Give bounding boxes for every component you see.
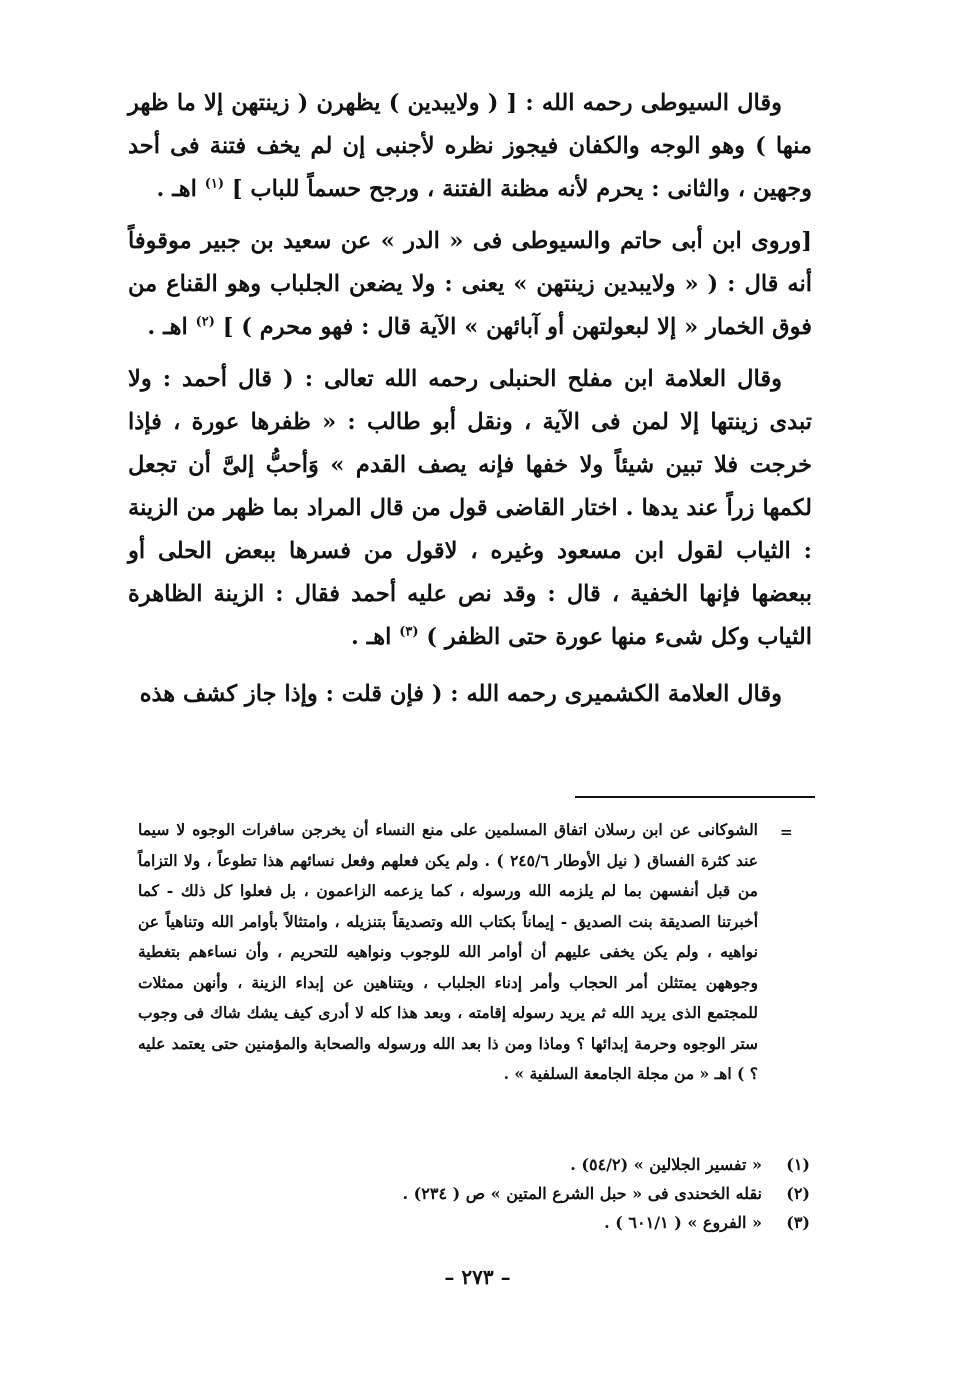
paragraph-kashmiri <box>128 673 812 716</box>
main-text <box>128 82 812 725</box>
footnote-continuation: الشوكانى عن ابن رسلان اتفاق المسلمين على منع النساء أن يخرجن سافرات الوجوه لا سيما عند كثرة الفساق ( نيل الأوطار ٢٤٥/٦ ) . ولم يكن فعلهم وفعل نسائهم هذا تطوعاً ، ولا التزاماً من قبل أنفسهن بما لم يلزمه الله ورسوله ، كما يزعمه الزاعمون ، بل فعلوا كل ذلك - كما أخبرتنا الصديقة بنت الصديق - إيماناً بكتاب الله وتصديقاً بتنزيله ، وامتثالاً بأوامر الله وتناهياً عن نواهيه ، ولم يكن يخفى عليهم أن أوامر الله للوجوب ونواهيه للتحريم ، وأن نساءهم بتغطية وجوههن يمتثلن أمر الحجاب وأمر إدناء الجلباب ، ويتناهين عن إبداء الزينة ، وأنهن ممثلات للمجتمع الذى يريد الله ثم يريد رسوله إقامته ، وبعد هذا كله لا أدرى كيف يشك شاك فى وجوب ستر الوجوه وحرمة إبدائها ؟ وماذا ومن ذا بعد الله ورسوله والصحابة والمؤمنين حتى يعتمد عليه ؟ ) اهـ « من مجلة الجامعة السلفية » . <box>138 820 758 1083</box>
footnote-number: (٣) <box>786 1213 810 1232</box>
paragraph-ibn-muflih <box>128 358 812 659</box>
paragraph-text: [وروى ابن أبى حاتم والسيوطى فى « الدر » عن سعيد بن جبير موقوفاً أنه قال : ( « ولايبدين زينتهن » يعنى : ولا يضعن الجلباب وهو القناع من فوق الخمار « إلا لبعولتهن أو آبائهن » الآية قال : فهو محرم ) ] <box>128 228 812 340</box>
paragraph-suyuti <box>128 82 812 211</box>
paragraph-text: وقال العلامة ابن مفلح الحنبلى رحمه الله تعالى : ( قال أحمد : ولا تبدى زينتها إلا لمن فى الآية ، ونقل أبو طالب : « ظفرها عورة ، فإذا خرجت فلا تبين شيئاً ولا خفها فإنه يصف القدم » وَأحبُّ إلىَّ أن تجعل لكمها زراً عند يدها . اختار القاضى قول من قال المراد بما ظهر من الزينة : الثياب لقول ابن مسعود وغيره ، لاقول من فسرها ببعض الحلى أو ببعضها فإنها الخفية ، قال : وقد نص عليه أحمد فقال : الزينة الظاهرة الثياب وكل شىء منها عورة حتى الظفر ) <box>128 366 812 650</box>
paragraph-tail: اهـ . <box>156 176 197 202</box>
footnote-2 <box>300 1179 810 1208</box>
footnotes-list <box>300 1150 810 1237</box>
page-number: – ٢٧٣ – <box>444 1265 511 1289</box>
footnote-text: « تفسير الجلالين » (٥٤/٢) . <box>570 1155 762 1174</box>
footnote-number: (١) <box>786 1155 810 1174</box>
footnote-ref: (١) <box>204 176 225 192</box>
paragraph-ibn-abi-hatim <box>128 220 812 349</box>
footnote-text: نقله الخحندى فى « حبل الشرع المتين » ص ( ٢٣٤) . <box>402 1184 762 1203</box>
footnote-3 <box>300 1208 810 1237</box>
footnote-ref: (٢) <box>195 314 215 330</box>
paragraph-text: وقال العلامة الكشميرى رحمه الله : ( فإن قلت : وإذا جاز كشف هذه <box>139 681 782 707</box>
footnote-ref: (٣) <box>399 624 419 640</box>
paragraph-tail: اهـ . <box>351 624 392 650</box>
footnote-continuation-marker: = <box>780 823 793 841</box>
footnote-number: (٢) <box>786 1184 810 1203</box>
footnote-text: « الفروع » ( ٦٠١/١ ) . <box>604 1213 762 1232</box>
paragraph-tail: اهـ . <box>147 314 188 340</box>
footnote-divider <box>575 796 815 798</box>
footnote-1 <box>300 1150 810 1179</box>
paragraph-text: وقال السيوطى رحمه الله : [ ( ولايبدين ) يظهرن ( زينتهن إلا ما ظهر منها ) وهو الوجه والكفان فيجوز نظره لأجنبى إن لم يخف فتنة فى أحد وجهين ، والثانى : يحرم لأنه مظنة الفتنة ، ورجح حسماً للباب ] <box>128 90 812 202</box>
